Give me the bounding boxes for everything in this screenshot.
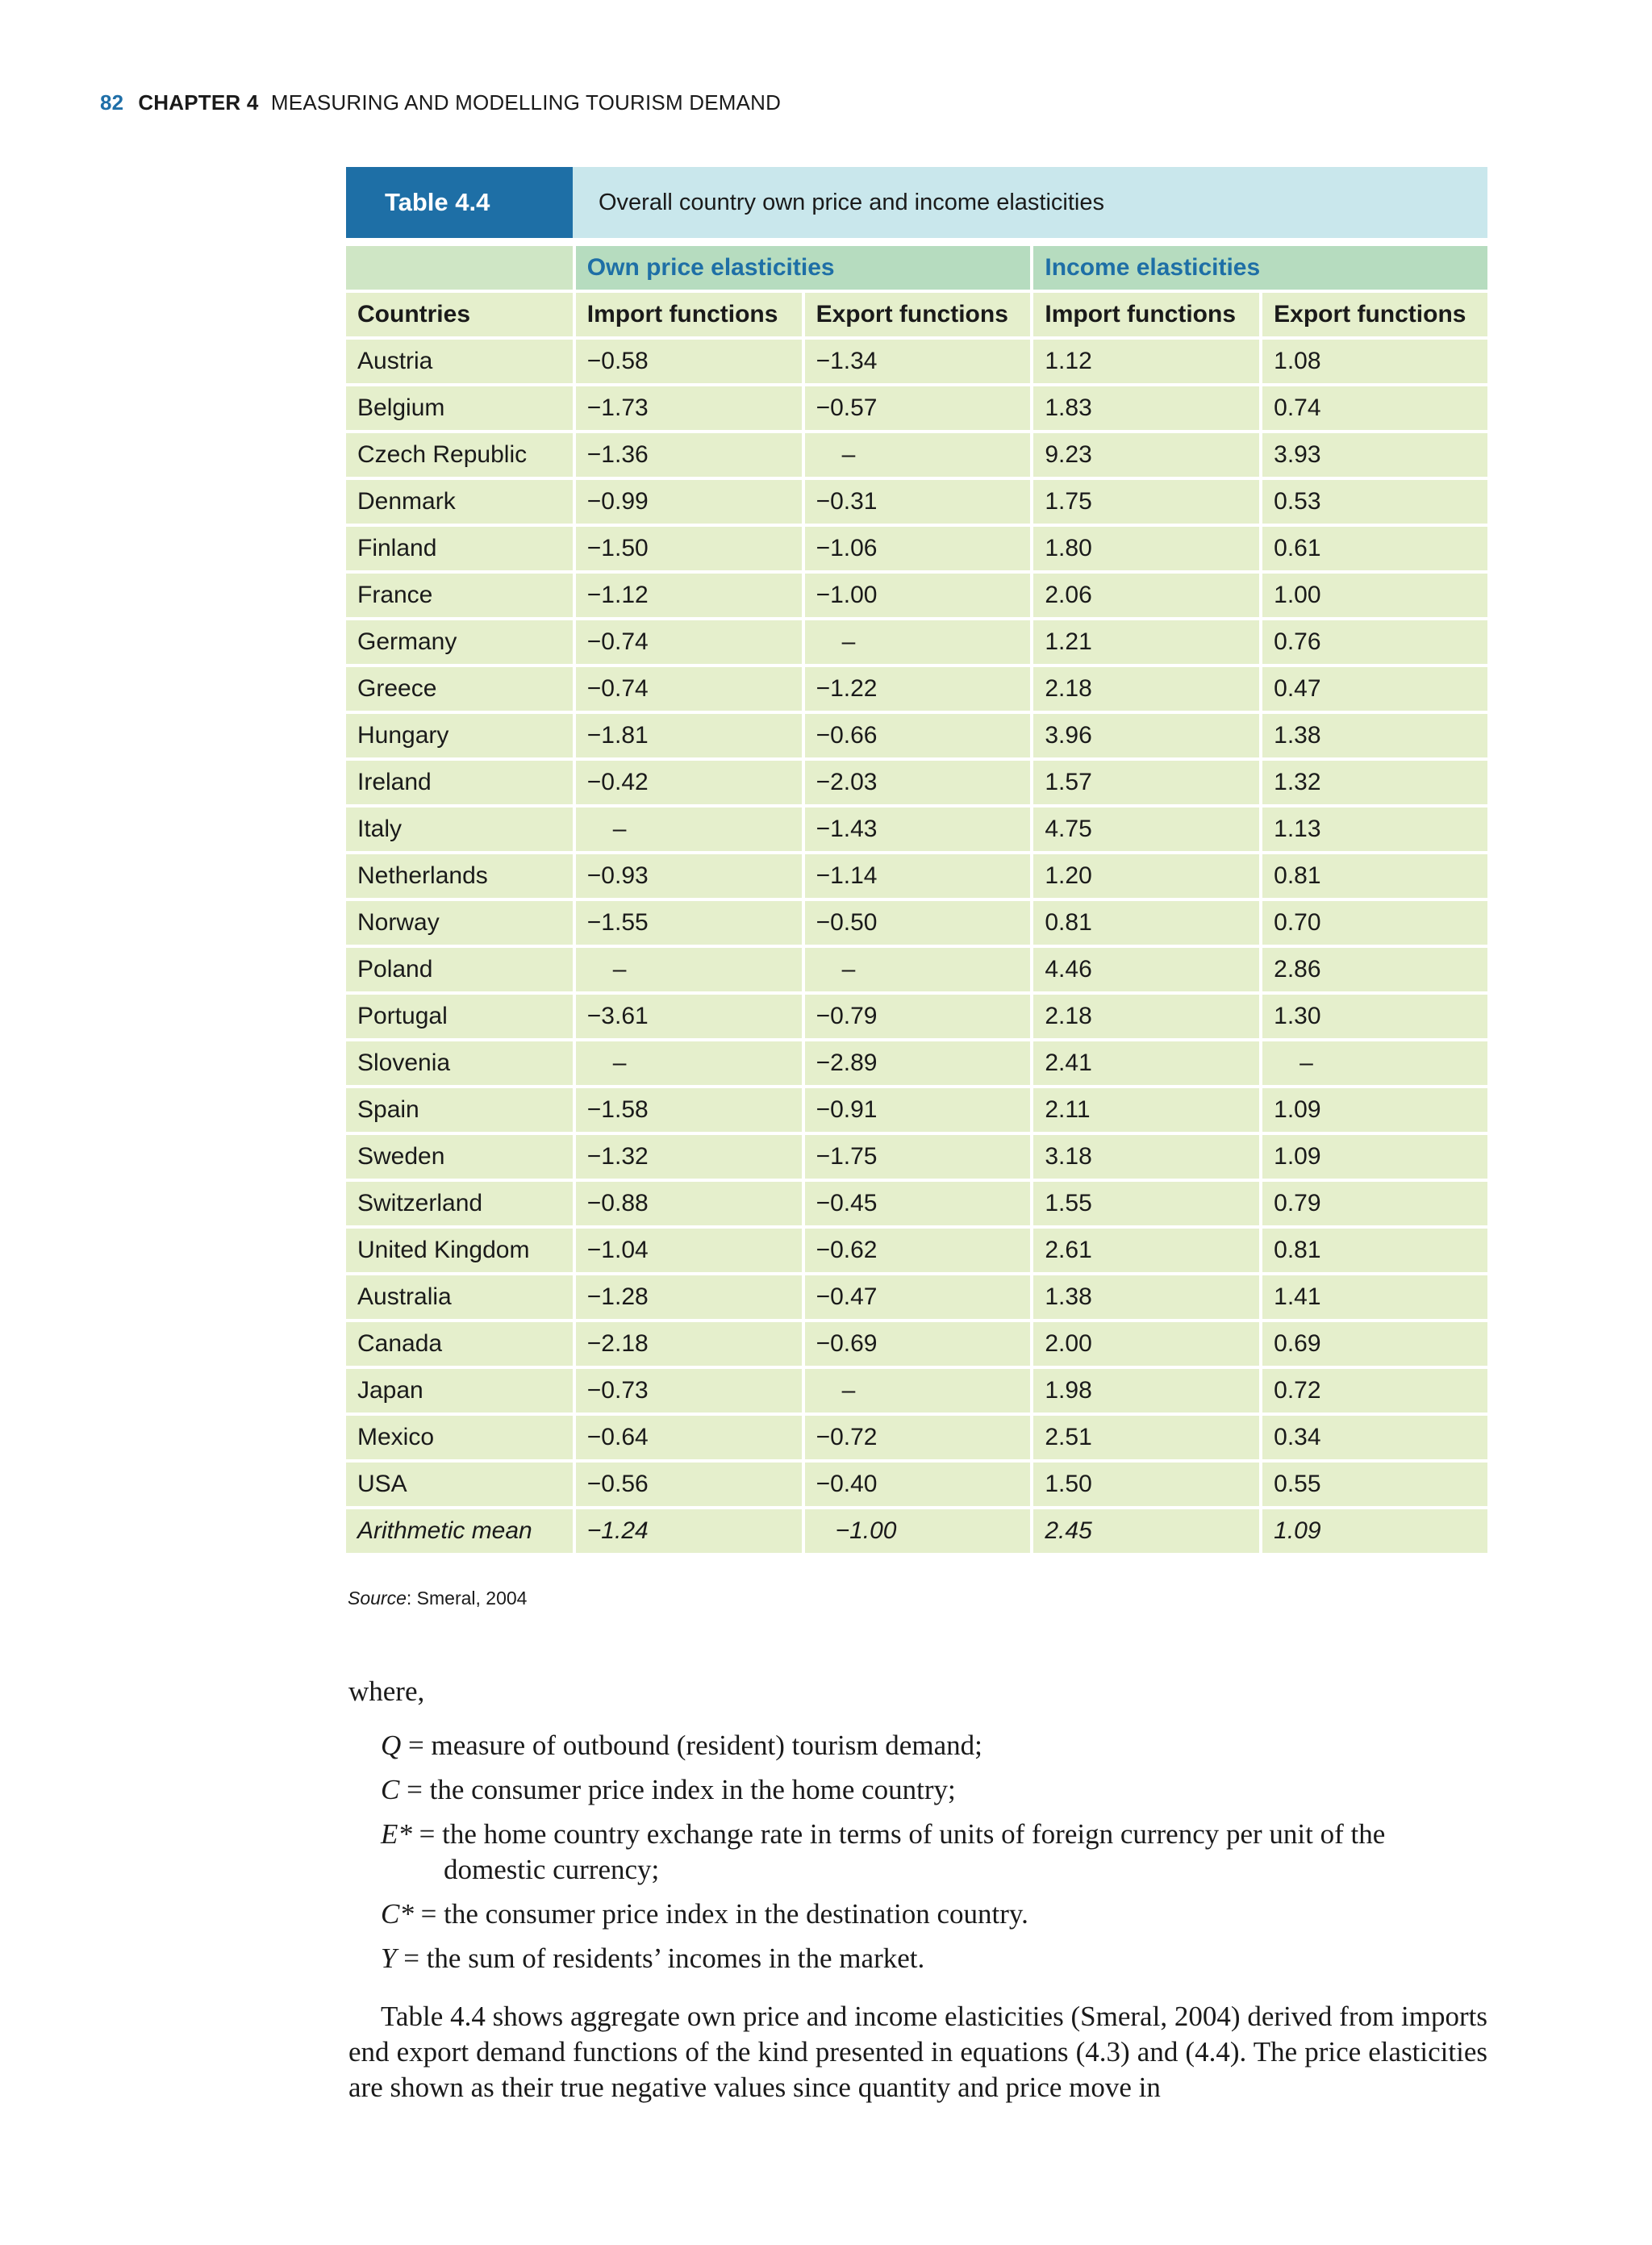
cell-price-export: –: [805, 948, 1031, 991]
cell-income-import: 1.12: [1033, 340, 1259, 383]
cell-country: Germany: [346, 620, 573, 664]
running-head: [100, 90, 781, 115]
col-header-income-export: Export functions: [1262, 293, 1487, 336]
table-label: Table 4.4: [346, 167, 573, 238]
cell-country: United Kingdom: [346, 1229, 573, 1272]
cell-income-import: 2.61: [1033, 1229, 1259, 1272]
cell-income-import: 2.51: [1033, 1416, 1259, 1459]
table-row: [346, 1135, 1487, 1179]
cell-income-import: 1.38: [1033, 1275, 1259, 1319]
table-row: [346, 1463, 1487, 1506]
table-row: [346, 1088, 1487, 1132]
cell-income-export: 0.79: [1262, 1182, 1487, 1225]
elasticities-table: [346, 167, 1487, 1556]
cell-price-export: −1.00: [805, 574, 1031, 617]
cell-country: Czech Republic: [346, 433, 573, 477]
cell-income-import: 4.75: [1033, 807, 1259, 851]
cell-price-export: −0.31: [805, 480, 1031, 524]
table-row: [346, 386, 1487, 430]
cell-price-export: −1.06: [805, 527, 1031, 570]
cell-income-export: 1.09: [1262, 1135, 1487, 1179]
cell-country: Hungary: [346, 714, 573, 757]
definition-text: = the sum of residents’ incomes in the market.: [396, 1942, 925, 1974]
cell-income-export: 0.34: [1262, 1416, 1487, 1459]
cell-income-import: 2.18: [1033, 667, 1259, 711]
definition-q: [381, 1728, 1487, 1763]
cell-income-import: 4.46: [1033, 948, 1259, 991]
cell-income-import: 1.75: [1033, 480, 1259, 524]
cell-income-export: 1.38: [1262, 714, 1487, 757]
cell-income-import: 2.06: [1033, 574, 1259, 617]
definition-symbol: C*: [381, 1898, 414, 1930]
cell-country: Finland: [346, 527, 573, 570]
cell-income-export: 0.47: [1262, 667, 1487, 711]
cell-price-export: −0.79: [805, 995, 1031, 1038]
cell-price-export: −1.34: [805, 340, 1031, 383]
cell-country: Japan: [346, 1369, 573, 1413]
cell-country: Netherlands: [346, 854, 573, 898]
cell-income-export: 0.74: [1262, 386, 1487, 430]
cell-country: Norway: [346, 901, 573, 945]
cell-price-export: −0.66: [805, 714, 1031, 757]
cell-income-export: 1.30: [1262, 995, 1487, 1038]
table-caption-bar: [346, 167, 1487, 238]
cell-income-import: 3.96: [1033, 714, 1259, 757]
cell-price-export: −0.91: [805, 1088, 1031, 1132]
mean-cell-country: Arithmetic mean: [346, 1509, 573, 1553]
cell-country: Italy: [346, 807, 573, 851]
cell-country: France: [346, 574, 573, 617]
cell-price-export: −0.47: [805, 1275, 1031, 1319]
group-income: Income elasticities: [1033, 246, 1487, 290]
cell-country: Belgium: [346, 386, 573, 430]
cell-income-import: 1.21: [1033, 620, 1259, 664]
column-header-row: [346, 293, 1487, 336]
cell-income-export: 0.81: [1262, 854, 1487, 898]
table-row: [346, 527, 1487, 570]
cell-price-import: −0.56: [576, 1463, 802, 1506]
cell-price-export: −1.22: [805, 667, 1031, 711]
table-row: [346, 1369, 1487, 1413]
cell-price-export: −1.43: [805, 807, 1031, 851]
definition-y: [381, 1941, 1487, 1976]
cell-price-import: −1.32: [576, 1135, 802, 1179]
cell-income-export: 1.00: [1262, 574, 1487, 617]
cell-income-import: 2.41: [1033, 1041, 1259, 1085]
cell-price-import: −0.58: [576, 340, 802, 383]
cell-country: USA: [346, 1463, 573, 1506]
definition-text: = measure of outbound (resident) tourism demand;: [401, 1730, 982, 1761]
cell-price-import: −1.28: [576, 1275, 802, 1319]
cell-price-export: –: [805, 433, 1031, 477]
cell-income-import: 2.11: [1033, 1088, 1259, 1132]
cell-income-import: 2.18: [1033, 995, 1259, 1038]
page-number: 82: [100, 90, 124, 115]
cell-income-import: 0.81: [1033, 901, 1259, 945]
table-caption: Overall country own price and income elasticities: [599, 189, 1104, 215]
definition-continuation: domestic currency;: [444, 1854, 660, 1885]
where-intro: where,: [348, 1675, 425, 1707]
cell-income-export: 0.70: [1262, 901, 1487, 945]
mean-cell-income-export: 1.09: [1262, 1509, 1487, 1553]
cell-income-export: 1.09: [1262, 1088, 1487, 1132]
cell-income-export: 2.86: [1262, 948, 1487, 991]
table-row: [346, 901, 1487, 945]
cell-price-import: −1.81: [576, 714, 802, 757]
cell-country: Switzerland: [346, 1182, 573, 1225]
cell-income-export: 0.69: [1262, 1322, 1487, 1366]
mean-cell-price-export: −1.00: [805, 1509, 1031, 1553]
definition-c: [381, 1772, 1487, 1808]
definition-text: = the consumer price index in the home country;: [399, 1774, 956, 1805]
body-paragraph: Table 4.4 shows aggregate own price and income elasticities (Smeral, 2004) derived from imports end export demand functions of the kind presented in equations (4.3) and (4.4). The price elasticities are shown as their true negative values since quantity and price move in: [348, 2001, 1487, 2103]
definition-c-star: [381, 1897, 1487, 1932]
cell-price-export: −0.62: [805, 1229, 1031, 1272]
cell-income-export: 1.13: [1262, 807, 1487, 851]
cell-price-export: −0.45: [805, 1182, 1031, 1225]
cell-price-import: −0.74: [576, 667, 802, 711]
source-label: Source: [348, 1588, 407, 1609]
table-row: [346, 995, 1487, 1038]
col-header-price-export: Export functions: [805, 293, 1031, 336]
cell-country: Spain: [346, 1088, 573, 1132]
cell-price-export: −0.40: [805, 1463, 1031, 1506]
cell-price-import: −1.04: [576, 1229, 802, 1272]
table-row: [346, 620, 1487, 664]
table-row: [346, 1182, 1487, 1225]
table-row: [346, 667, 1487, 711]
cell-price-import: −0.88: [576, 1182, 802, 1225]
table-row: [346, 480, 1487, 524]
cell-price-export: –: [805, 620, 1031, 664]
cell-price-import: –: [576, 807, 802, 851]
cell-price-import: −0.73: [576, 1369, 802, 1413]
table-row: [346, 1229, 1487, 1272]
cell-price-import: −0.99: [576, 480, 802, 524]
cell-price-export: −2.03: [805, 761, 1031, 804]
cell-country: Greece: [346, 667, 573, 711]
cell-income-import: 1.98: [1033, 1369, 1259, 1413]
cell-price-export: –: [805, 1369, 1031, 1413]
cell-country: Austria: [346, 340, 573, 383]
cell-price-export: −2.89: [805, 1041, 1031, 1085]
table-source: [348, 1588, 527, 1609]
definition-text: = the home country exchange rate in terms of units of foreign currency per unit of the: [411, 1818, 1386, 1850]
table-row: [346, 714, 1487, 757]
cell-income-import: 3.18: [1033, 1135, 1259, 1179]
cell-price-import: –: [576, 948, 802, 991]
mean-cell-income-import: 2.45: [1033, 1509, 1259, 1553]
table-row: [346, 1041, 1487, 1085]
cell-income-export: 0.53: [1262, 480, 1487, 524]
definition-symbol: E*: [381, 1818, 412, 1850]
cell-income-import: 1.83: [1033, 386, 1259, 430]
cell-income-export: 0.76: [1262, 620, 1487, 664]
definition-symbol: Q: [381, 1730, 402, 1761]
cell-income-export: 1.08: [1262, 340, 1487, 383]
mean-row: [346, 1509, 1487, 1553]
group-own-price: Own price elasticities: [576, 246, 1031, 290]
cell-price-import: −3.61: [576, 995, 802, 1038]
cell-income-export: –: [1262, 1041, 1487, 1085]
cell-country: Sweden: [346, 1135, 573, 1179]
chapter-label: CHAPTER 4: [138, 90, 259, 115]
col-header-price-import: Import functions: [576, 293, 802, 336]
cell-income-export: 3.93: [1262, 433, 1487, 477]
table-row: [346, 807, 1487, 851]
elasticities-grid: [343, 243, 1491, 1556]
cell-price-import: −1.50: [576, 527, 802, 570]
cell-country: Denmark: [346, 480, 573, 524]
cell-income-export: 1.41: [1262, 1275, 1487, 1319]
cell-price-export: −1.14: [805, 854, 1031, 898]
cell-country: Slovenia: [346, 1041, 573, 1085]
cell-price-import: −1.55: [576, 901, 802, 945]
cell-income-export: 0.81: [1262, 1229, 1487, 1272]
definition-symbol: C: [381, 1774, 400, 1805]
table-row: [346, 1416, 1487, 1459]
table-row: [346, 1322, 1487, 1366]
cell-price-import: –: [576, 1041, 802, 1085]
group-header-row: [346, 246, 1487, 290]
cell-country: Mexico: [346, 1416, 573, 1459]
definition-symbol: Y: [381, 1942, 397, 1974]
table-row: [346, 340, 1487, 383]
cell-price-export: −1.75: [805, 1135, 1031, 1179]
table-row: [346, 761, 1487, 804]
cell-income-export: 1.32: [1262, 761, 1487, 804]
cell-price-import: −1.73: [576, 386, 802, 430]
cell-income-export: 0.72: [1262, 1369, 1487, 1413]
cell-price-import: −0.42: [576, 761, 802, 804]
cell-price-export: −0.50: [805, 901, 1031, 945]
cell-country: Canada: [346, 1322, 573, 1366]
table-row: [346, 948, 1487, 991]
cell-income-import: 9.23: [1033, 433, 1259, 477]
cell-country: Ireland: [346, 761, 573, 804]
table-row: [346, 1275, 1487, 1319]
cell-price-export: −0.69: [805, 1322, 1031, 1366]
cell-income-import: 1.55: [1033, 1182, 1259, 1225]
cell-price-import: −0.74: [576, 620, 802, 664]
cell-price-import: −1.12: [576, 574, 802, 617]
definition-text: = the consumer price index in the destination country.: [413, 1898, 1028, 1930]
chapter-title: MEASURING AND MODELLING TOURISM DEMAND: [270, 90, 782, 115]
cell-price-export: −0.72: [805, 1416, 1031, 1459]
cell-country: Australia: [346, 1275, 573, 1319]
cell-income-import: 1.50: [1033, 1463, 1259, 1506]
cell-price-import: −1.58: [576, 1088, 802, 1132]
cell-country: Poland: [346, 948, 573, 991]
cell-price-import: −2.18: [576, 1322, 802, 1366]
source-text: : Smeral, 2004: [406, 1588, 528, 1609]
definition-e-star: [381, 1817, 1487, 1888]
table-row: [346, 574, 1487, 617]
definitions-list: [381, 1728, 1487, 1985]
cell-income-import: 1.57: [1033, 761, 1259, 804]
col-header-countries: Countries: [346, 293, 573, 336]
cell-price-import: −0.64: [576, 1416, 802, 1459]
cell-country: Portugal: [346, 995, 573, 1038]
table-row: [346, 854, 1487, 898]
cell-income-export: 0.61: [1262, 527, 1487, 570]
group-header-blank: [346, 246, 573, 290]
cell-income-import: 1.20: [1033, 854, 1259, 898]
cell-income-export: 0.55: [1262, 1463, 1487, 1506]
cell-price-export: −0.57: [805, 386, 1031, 430]
cell-income-import: 1.80: [1033, 527, 1259, 570]
col-header-income-import: Import functions: [1033, 293, 1259, 336]
table-row: [346, 433, 1487, 477]
mean-cell-price-import: −1.24: [576, 1509, 802, 1553]
cell-price-import: −1.36: [576, 433, 802, 477]
cell-income-import: 2.00: [1033, 1322, 1259, 1366]
cell-price-import: −0.93: [576, 854, 802, 898]
